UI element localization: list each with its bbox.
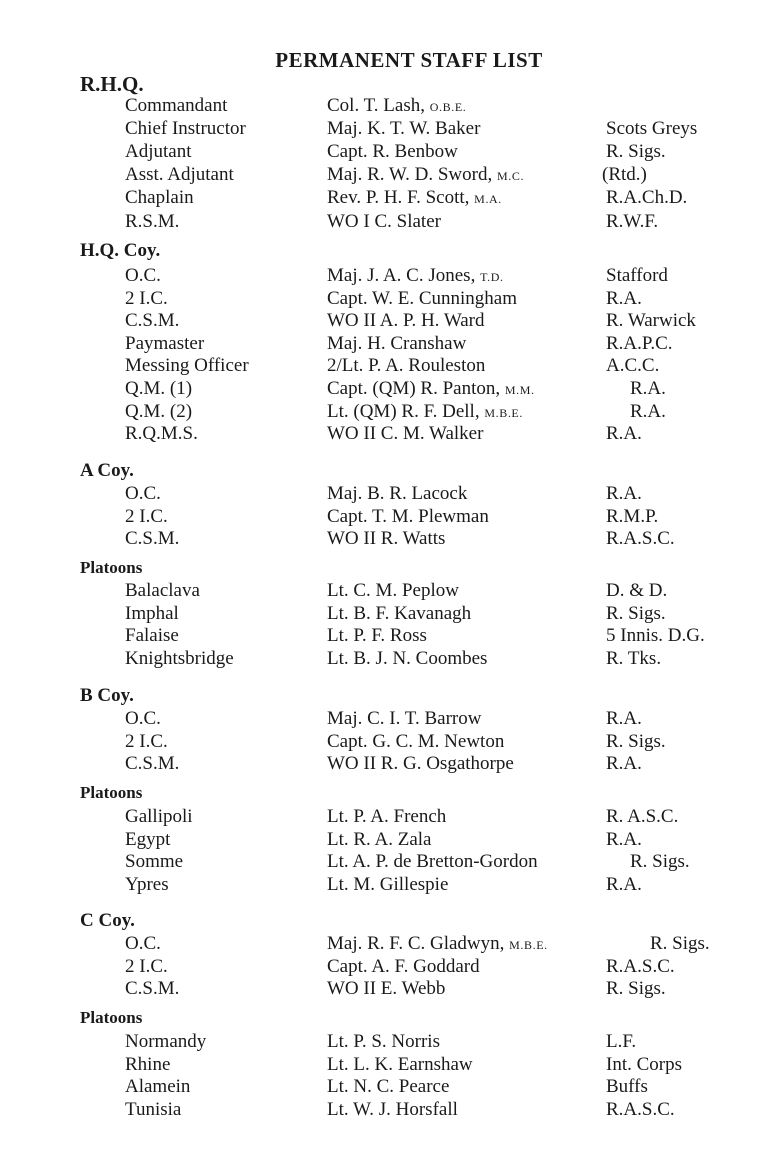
staff-name [327,625,427,647]
staff-row [0,731,780,753]
staff-role: 2 I.C. [125,730,168,752]
staff-row [0,1099,780,1121]
staff-row [0,265,780,287]
staff-row [0,333,780,355]
staff-name-text: Lt. B. J. N. Coombes [327,647,488,669]
staff-unit: R. Tks. [606,647,662,669]
staff-name-text: Maj. R. W. D. Sword, [327,164,493,186]
staff-name [327,310,485,332]
staff-name [327,580,459,602]
staff-name-text: 2/Lt. P. A. Rouleston [327,355,486,377]
staff-role: Commandant [125,95,228,116]
staff-unit: R. Warwick [606,310,696,332]
staff-name [327,378,535,401]
staff-row [0,355,780,377]
staff-row [0,956,780,978]
staff-role: Falaise [125,625,179,647]
staff-name [327,1054,473,1076]
staff-unit: R. Sigs. [606,141,666,163]
post-nominal: M.M. [504,383,535,397]
staff-row [0,978,780,1000]
staff-role: Ypres [125,873,169,895]
staff-row [0,806,780,828]
post-nominal: M.B.E. [509,938,548,952]
staff-unit: R.A.S.C. [606,955,675,977]
staff-name-text: Maj. K. T. W. Baker [327,118,481,140]
staff-row [0,874,780,896]
staff-name-text: Lt. L. K. Earnshaw [327,1053,473,1075]
staff-role: Chief Instructor [125,118,246,140]
staff-name [327,288,517,310]
staff-role: C.S.M. [125,310,180,332]
staff-name-text: Lt. P. S. Norris [327,1031,440,1052]
staff-unit: D. & D. [606,580,668,601]
staff-name [327,1076,449,1098]
staff-name-text: Lt. N. C. Pearce [327,1076,450,1098]
staff-row [0,1054,780,1076]
staff-unit: R. A.S.C. [606,806,679,827]
staff-name [327,506,489,528]
staff-unit: R.A. [606,708,642,729]
staff-name [327,164,524,187]
staff-role: Knightsbridge [125,647,234,669]
staff-name-text: WO II A. P. H. Ward [327,310,485,332]
staff-name [327,978,445,1000]
staff-row [0,483,780,505]
staff-name-text: Lt. P. F. Ross [327,625,427,647]
staff-unit: R. Sigs. [630,851,690,873]
staff-row [0,118,780,140]
staff-name [327,265,504,288]
staff-name [327,731,504,753]
staff-name-text: Maj. H. Cranshaw [327,332,467,354]
staff-unit: A.C.C. [606,355,660,377]
staff-role: Alamein [125,1076,191,1098]
staff-unit: R.A. [606,753,642,775]
staff-name-text: Rev. P. H. F. Scott, [327,187,470,209]
staff-row [0,1076,780,1098]
staff-role: C.S.M. [125,978,180,1000]
staff-unit: R.A. [606,423,642,445]
staff-row [0,580,780,602]
staff-row [0,851,780,873]
staff-row [0,310,780,332]
staff-unit: R.A. [606,287,642,309]
staff-name-text: Capt. (QM) R. Panton, [327,378,501,399]
staff-unit: R.M.P. [606,505,659,527]
page-title: PERMANENT STAFF LIST [275,48,543,72]
staff-name-text: Capt. W. E. Cunningham [327,287,517,309]
staff-unit: R.A.Ch.D. [606,187,688,209]
staff-row [0,95,780,117]
staff-row [0,648,780,670]
staff-role: Rhine [125,1053,171,1075]
staff-name [327,118,480,140]
platoons-heading: Platoons [80,1008,143,1027]
section-heading: B Coy. [80,685,134,706]
staff-unit: Scots Greys [606,118,698,140]
post-nominal: M.B.E. [484,405,523,420]
staff-name [327,187,502,210]
staff-row [0,141,780,163]
staff-name-text: Maj. R. F. C. Gladwyn, [327,933,505,954]
staff-role: R.S.M. [125,210,180,232]
staff-unit: 5 Innis. D.G. [606,625,705,647]
staff-role: 2 I.C. [125,505,168,527]
staff-name [327,355,485,377]
staff-name-text: WO II E. Webb [327,978,446,1000]
staff-row [0,164,780,186]
staff-unit: R. Sigs. [606,602,666,624]
staff-name-text: Col. T. Lash, [327,95,425,116]
staff-name [327,423,483,445]
platoons-heading: Platoons [80,558,143,577]
staff-role: 2 I.C. [125,955,168,977]
staff-name-text: Lt. (QM) R. F. Dell, [327,400,480,422]
staff-name [327,851,538,873]
staff-row [0,829,780,851]
staff-name-text: Maj. C. I. T. Barrow [327,708,482,729]
staff-name-text: Maj. B. R. Lacock [327,483,468,504]
staff-name-text: Capt. A. F. Goddard [327,955,480,977]
staff-name [327,1031,440,1053]
section-heading: H.Q. Coy. [80,240,161,261]
staff-name [327,528,445,550]
staff-role: Q.M. (2) [125,400,193,422]
staff-unit: R.A.P.C. [606,332,673,354]
staff-name [327,648,487,670]
staff-name-text: Capt. T. M. Plewman [327,505,489,527]
staff-role: R.Q.M.S. [125,423,198,445]
staff-role: Chaplain [125,187,194,209]
staff-row [0,933,780,955]
staff-name-text: Lt. C. M. Peplow [327,580,459,601]
staff-name [327,141,458,163]
staff-name-text: WO II R. Watts [327,528,446,550]
staff-row [0,211,780,233]
staff-name [327,933,548,956]
staff-role: O.C. [125,708,161,729]
section-heading: C Coy. [80,910,135,931]
staff-role: Somme [125,851,184,873]
staff-role: Tunisia [125,1098,182,1120]
platoons-heading: Platoons [80,783,143,802]
staff-name [327,708,481,730]
staff-name [327,401,523,424]
staff-unit: Buffs [606,1076,648,1098]
section-heading: R.H.Q. [80,72,144,96]
staff-name [327,333,466,355]
staff-row [0,187,780,209]
staff-role: O.C. [125,933,161,954]
staff-unit: R.A.S.C. [606,528,675,550]
staff-unit: L.F. [606,1031,637,1052]
staff-name-text: Capt. R. Benbow [327,141,458,163]
staff-name-text: Lt. R. A. Zala [327,828,432,850]
staff-row [0,625,780,647]
staff-row [0,753,780,775]
staff-row [0,288,780,310]
staff-name-text: WO II R. G. Osgathorpe [327,753,514,775]
staff-role: C.S.M. [125,753,180,775]
staff-name [327,956,480,978]
staff-name-text: Lt. W. J. Horsfall [327,1098,458,1120]
staff-role: Normandy [125,1031,207,1052]
staff-row [0,708,780,730]
staff-name-text: Lt. M. Gillespie [327,873,449,895]
staff-unit: R.A. [606,873,642,895]
staff-unit: (Rtd.) [602,164,647,186]
staff-role: Messing Officer [125,355,249,377]
staff-unit: R. Sigs. [606,978,666,1000]
section-heading: A Coy. [80,460,134,481]
staff-role: Adjutant [125,141,192,163]
staff-name [327,1099,458,1121]
staff-name [327,603,471,625]
staff-unit: Stafford [606,265,668,286]
staff-role: Imphal [125,602,179,624]
staff-unit: Int. Corps [606,1053,682,1075]
staff-unit: R.A.S.C. [606,1098,675,1120]
staff-name [327,483,467,505]
staff-unit: R.W.F. [606,210,659,232]
staff-unit: R. Sigs. [650,933,710,954]
staff-row [0,423,780,445]
staff-role: O.C. [125,483,161,504]
staff-name-text: Capt. G. C. M. Newton [327,730,505,752]
staff-role: Balaclava [125,580,200,601]
staff-name [327,753,514,775]
staff-role: Asst. Adjutant [125,164,234,186]
staff-name [327,211,441,233]
staff-role: Egypt [125,828,171,850]
staff-row [0,603,780,625]
post-nominal: T.D. [480,270,504,284]
staff-name-text: Lt. B. F. Kavanagh [327,602,472,624]
staff-unit: R.A. [630,400,666,422]
staff-row [0,401,780,423]
staff-unit: R. Sigs. [606,730,666,752]
staff-row [0,378,780,400]
staff-row [0,528,780,550]
staff-name-text: Lt. P. A. French [327,806,447,827]
post-nominal: M.A. [474,192,502,207]
staff-row [0,506,780,528]
staff-name-text: Lt. A. P. de Bretton-Gordon [327,851,538,873]
post-nominal: M.C. [496,169,525,184]
staff-role: Q.M. (1) [125,378,193,399]
staff-name [327,829,431,851]
staff-role: C.S.M. [125,528,180,550]
post-nominal: O.B.E. [429,100,467,114]
staff-name [327,95,466,118]
staff-name [327,874,448,896]
staff-name [327,806,446,828]
staff-role: Paymaster [125,332,205,354]
staff-role: Gallipoli [125,806,193,827]
staff-role: O.C. [125,265,161,286]
staff-unit: R.A. [630,378,666,399]
staff-name-text: WO I C. Slater [327,210,441,232]
staff-name-text: WO II C. M. Walker [327,423,484,445]
staff-name-text: Maj. J. A. C. Jones, [327,265,476,286]
staff-unit: R.A. [606,483,642,504]
staff-role: 2 I.C. [125,287,168,309]
staff-unit: R.A. [606,828,642,850]
staff-row [0,1031,780,1053]
